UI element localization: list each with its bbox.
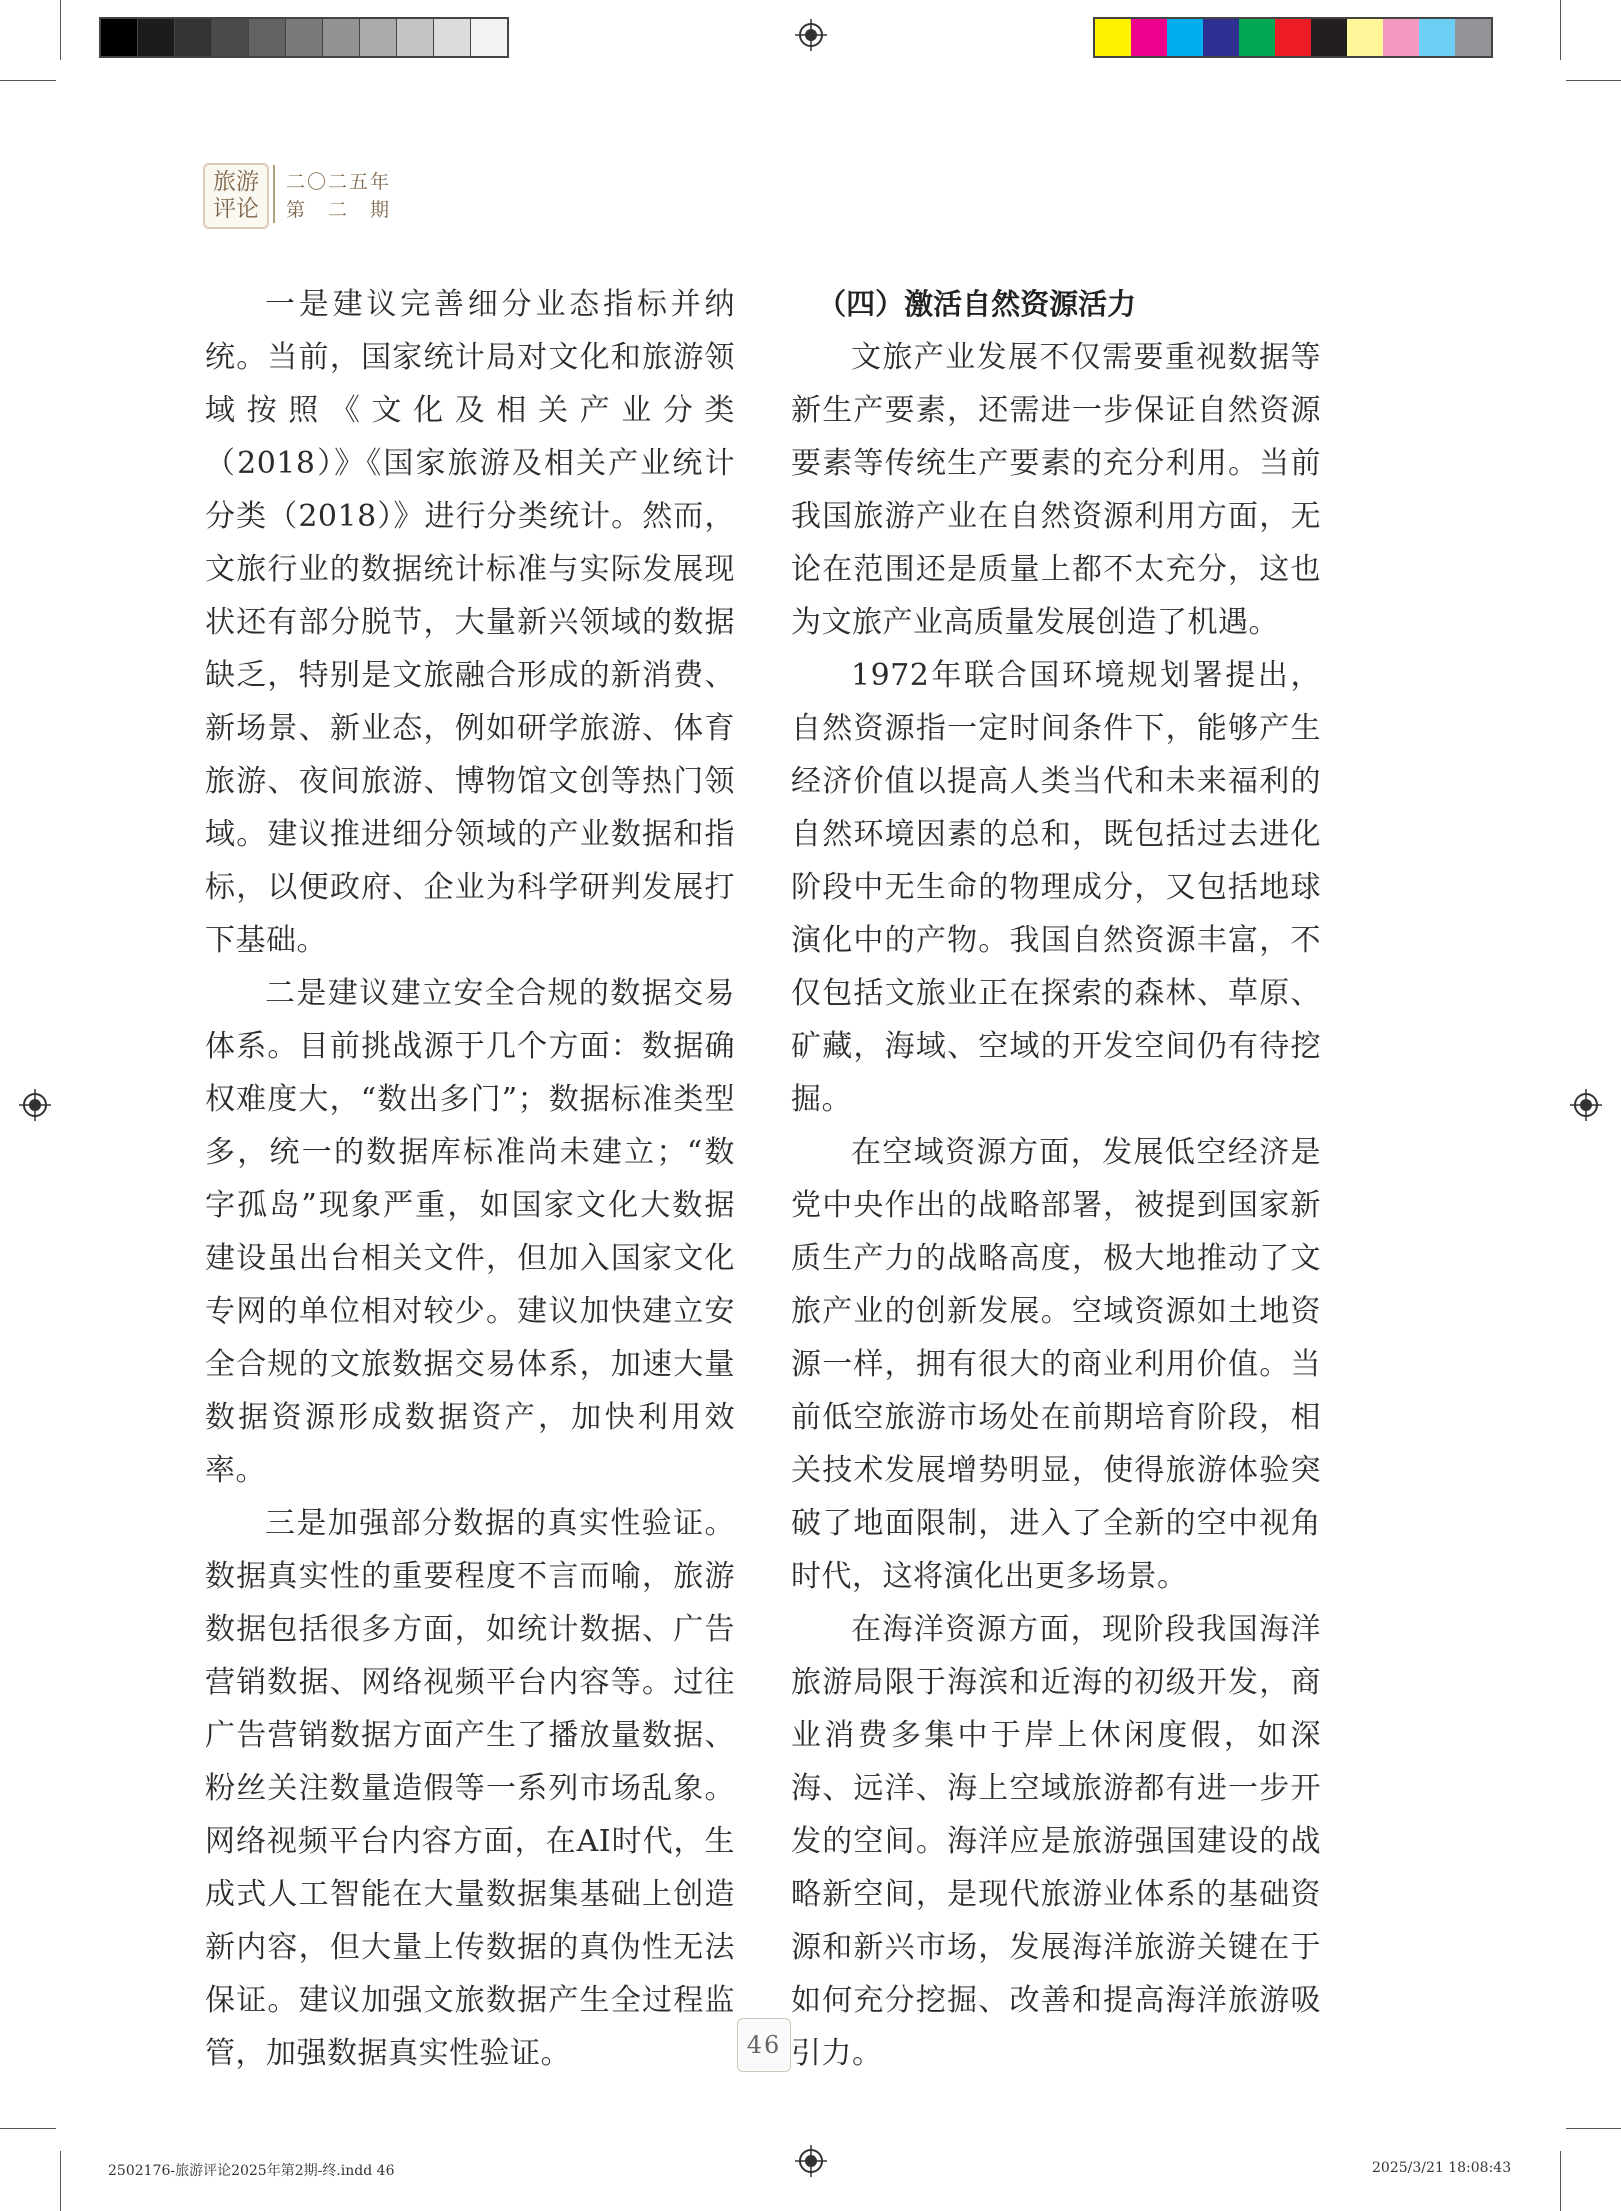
crop-mark	[0, 80, 56, 81]
body-paragraph: 一是建议完善细分业态指标并纳统。当前，国家统计局对文化和旅游领域按照《文化及相关产业分类（2018）》《国家旅游及相关产业统计分类（2018）》进行分类统计。然而，文旅行业的数据统计标准与实际发展现状还有部分脱节，大量新兴领域的数据缺乏，特别是文旅融合形成的新消费、新场景、新业态，例如研学旅游、体育旅游、夜间旅游、博物馆文创等热门领域。建议推进细分领域的产业数据和指标，以便政府、企业为科学研判发展打下基础。	[205, 287, 735, 958]
crop-mark	[1560, 2151, 1561, 2211]
right-column	[791, 278, 1321, 2080]
registration-mark-icon	[795, 2145, 827, 2177]
grayscale-swatch	[360, 19, 397, 56]
crop-mark	[1566, 80, 1621, 81]
crop-mark	[60, 2151, 61, 2211]
grayscale-swatch	[101, 19, 138, 56]
registration-mark-icon	[795, 19, 827, 51]
crop-mark	[0, 2128, 56, 2129]
registration-mark-icon	[19, 1089, 51, 1121]
slug-timestamp: 2025/3/21 18:08:43	[1372, 2160, 1512, 2176]
journal-logo-line: 旅游	[213, 169, 259, 195]
grayscale-swatch	[434, 19, 471, 56]
grayscale-swatch	[212, 19, 249, 56]
body-paragraph: 二是建议建立安全合规的数据交易体系。目前挑战源于几个方面：数据确权难度大，“数出多门”；数据标准类型多，统一的数据库标准尚未建立；“数字孤岛”现象严重，如国家文化大数据建设虽出台相关文件，但加入国家文化专网的单位相对较少。建议加快建立安全合规的文旅数据交易体系，加速大量数据资源形成数据资产，加快利用效率。	[205, 976, 735, 1488]
color-calibration-bar	[1093, 17, 1493, 58]
grayscale-swatch	[249, 19, 286, 56]
grayscale-swatch	[138, 19, 175, 56]
grayscale-swatch	[397, 19, 434, 56]
grayscale-swatch	[471, 19, 507, 56]
color-swatch	[1347, 19, 1383, 56]
body-paragraph: 在空域资源方面，发展低空经济是党中央作出的战略部署，被提到国家新质生产力的战略高度，极大地推动了文旅产业的创新发展。空域资源如土地资源一样，拥有很大的商业利用价值。当前低空旅游市场处在前期培育阶段，相关技术发展增势明显，使得旅游体验突破了地面限制，进入了全新的空中视角时代，这将演化出更多场景。	[791, 1135, 1321, 1594]
issue-number: 第 二 期	[286, 199, 392, 221]
issue-year: 二〇二五年	[286, 171, 392, 193]
color-swatch	[1239, 19, 1275, 56]
journal-logo	[203, 163, 269, 229]
slug-filename: 2502176-旅游评论2025年第2期-终.indd 46	[108, 2163, 395, 2179]
color-swatch	[1419, 19, 1455, 56]
color-swatch	[1131, 19, 1167, 56]
crop-mark	[1566, 2128, 1621, 2129]
journal-logo-line: 评论	[213, 196, 259, 222]
issue-info	[286, 168, 391, 224]
page-number: 46	[737, 2018, 791, 2072]
crop-mark	[1560, 0, 1561, 60]
body-paragraph: 1972年联合国环境规划署提出，自然资源指一定时间条件下，能够产生经济价值以提高人类当代和未来福利的自然环境因素的总和，既包括过去进化阶段中无生命的物理成分，又包括地球演化中的产物。我国自然资源丰富，不仅包括文旅业正在探索的森林、草原、矿藏，海域、空域的开发空间仍有待挖掘。	[791, 658, 1321, 1117]
left-column	[205, 278, 735, 2080]
body-paragraph: 三是加强部分数据的真实性验证。数据真实性的重要程度不言而喻，旅游数据包括很多方面，如统计数据、广告营销数据、网络视频平台内容等。过往广告营销数据方面产生了播放量数据、粉丝关注数量造假等一系列市场乱象。网络视频平台内容方面，在AI时代，生成式人工智能在大量数据集基础上创造新内容，但大量上传数据的真伪性无法保证。建议加强文旅数据产生全过程监管，加强数据真实性验证。	[205, 1506, 735, 2071]
color-swatch	[1095, 19, 1131, 56]
body-paragraph: 文旅产业发展不仅需要重视数据等新生产要素，还需进一步保证自然资源要素等传统生产要素的充分利用。当前我国旅游产业在自然资源利用方面，无论在范围还是质量上都不太充分，这也为文旅产业高质量发展创造了机遇。	[791, 340, 1321, 640]
color-swatch	[1383, 19, 1419, 56]
crop-mark	[60, 0, 61, 60]
color-swatch	[1311, 19, 1347, 56]
color-swatch	[1167, 19, 1203, 56]
body-paragraph: 在海洋资源方面，现阶段我国海洋旅游局限于海滨和近海的初级开发，商业消费多集中于岸上休闲度假，如深海、远洋、海上空域旅游都有进一步开发的空间。海洋应是旅游强国建设的战略新空间，是现代旅游业体系的基础资源和新兴市场，发展海洋旅游关键在于如何充分挖掘、改善和提高海洋旅游吸引力。	[791, 1612, 1321, 2071]
grayscale-swatch	[323, 19, 360, 56]
color-swatch	[1203, 19, 1239, 56]
grayscale-swatch	[286, 19, 323, 56]
grayscale-swatch	[175, 19, 212, 56]
section-heading: （四）激活自然资源活力	[817, 287, 1137, 321]
color-swatch	[1455, 19, 1491, 56]
grayscale-calibration-bar	[99, 17, 509, 58]
registration-mark-icon	[1570, 1089, 1602, 1121]
color-swatch	[1275, 19, 1311, 56]
header-divider	[273, 165, 275, 223]
